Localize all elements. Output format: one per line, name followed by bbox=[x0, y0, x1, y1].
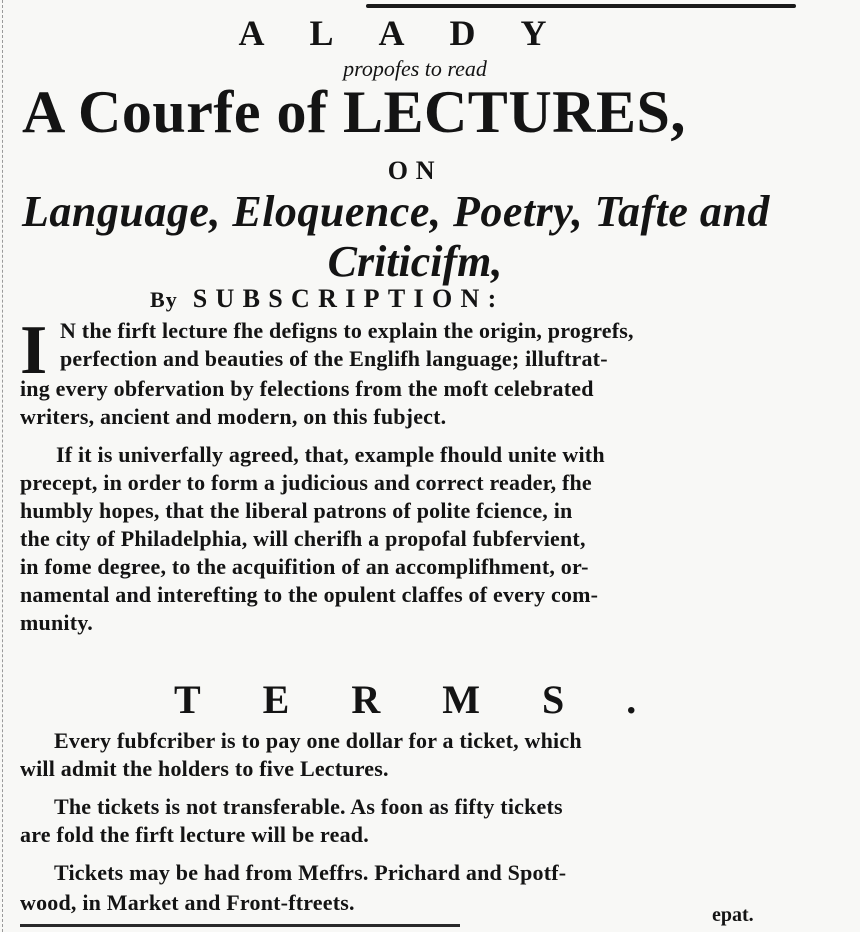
topics-line-1: Language, Eloquence, Poetry, Tafte and bbox=[22, 187, 770, 236]
paragraph-1-line: writers, ancient and modern, on this fubject. bbox=[20, 404, 447, 429]
date-code: epat. bbox=[712, 904, 754, 926]
terms-line: are fold the firft lecture will be read. bbox=[20, 822, 369, 847]
bottom-rule bbox=[20, 924, 460, 927]
paragraph-2-line: munity. bbox=[20, 610, 93, 635]
heading-a-lady: ALADY bbox=[238, 13, 592, 53]
terms-line: will admit the holders to five Lectures. bbox=[20, 756, 389, 781]
paragraph-1-line: N the firft lecture fhe defigns to explain the origin, progrefs, bbox=[60, 318, 634, 343]
paragraph-2-line: If it is univerfally agreed, that, example fhould unite with bbox=[56, 442, 605, 467]
paragraph-2-line: the city of Philadelphia, will cherifh a propofal fubfervient, bbox=[20, 526, 586, 551]
top-rule bbox=[366, 4, 796, 8]
subscription-label: SUBSCRIPTION: bbox=[192, 284, 505, 313]
paragraph-2-line: humbly hopes, that the liberal patrons of polite fcience, in bbox=[20, 498, 573, 523]
paragraph-1-line: perfection and beauties of the Englifh language; illuftrat- bbox=[60, 346, 608, 371]
paragraph-1-line: ing every obfervation by felections from the moft celebrated bbox=[20, 376, 594, 401]
heading-on: ON bbox=[387, 156, 443, 185]
drop-cap: I bbox=[20, 312, 48, 389]
by-label: By bbox=[150, 287, 178, 312]
paragraph-2-line: in fome degree, to the acquifition of an accomplifhment, or- bbox=[20, 554, 589, 579]
terms-line: Tickets may be had from Meffrs. Prichard and Spotf- bbox=[54, 860, 567, 885]
heading-by-subscription bbox=[150, 284, 505, 314]
heading-terms: TERMS. bbox=[174, 677, 699, 722]
paragraph-2-line: namental and interefting to the opulent claffes of every com- bbox=[20, 582, 599, 607]
terms-line: The tickets is not transferable. As foon as fifty tickets bbox=[54, 794, 563, 819]
terms-line: wood, in Market and Front-ftreets. bbox=[20, 890, 355, 915]
topics-line-2: Criticifm, bbox=[327, 237, 503, 286]
terms-line: Every fubfcriber is to pay one dollar for a ticket, which bbox=[54, 728, 582, 753]
subheading-proposes: propofes to read bbox=[343, 56, 487, 81]
paragraph-2-line: precept, in order to form a judicious and correct reader, fhe bbox=[20, 470, 592, 495]
column-border bbox=[2, 0, 4, 932]
title-course-of-lectures: A Courfe of LECTURES, bbox=[22, 79, 686, 145]
